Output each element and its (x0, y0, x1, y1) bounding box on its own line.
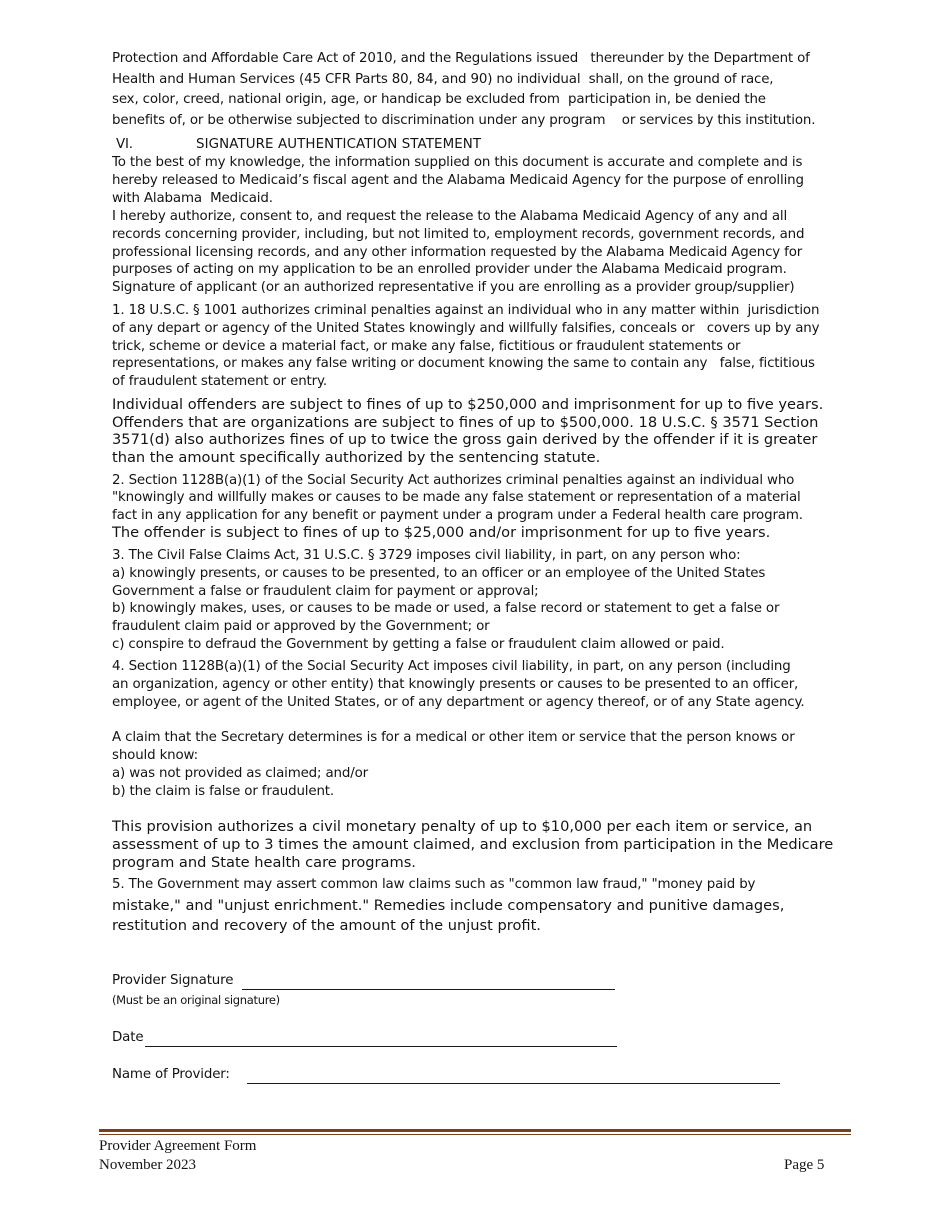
intro-line: Health and Human Services (45 CFR Parts 80, 84, and 90) no individual shall, on the ground of race, (112, 72, 774, 87)
provision-line: program and State health care programs. (112, 854, 416, 871)
item-line: Government a false or fraudulent claim for payment or approval; (112, 584, 539, 599)
item-line: fact in any application for any benefit or payment under a program under a Federal health care program. (112, 508, 803, 523)
fines-line: Individual offenders are subject to fines of up to $250,000 and imprisonment for up to five years. (112, 396, 824, 413)
provider-signature-label: Provider Signature (112, 973, 234, 988)
paragraph-line: professional licensing records, and any other information requested by the Alabama Medicaid Agency for (112, 245, 803, 260)
item-line: b) knowingly makes, uses, or causes to be made or used, a false record or statement to get a false or (112, 601, 780, 616)
item-line: a) knowingly presents, or causes to be presented, to an officer or an employee of the United States (112, 566, 766, 581)
item-line: 1. 18 U.S.C. § 1001 authorizes criminal penalties against an individual who in any matter within jurisdiction (112, 303, 820, 318)
item-line: fraudulent claim paid or approved by the Government; or (112, 619, 490, 634)
intro-line: benefits of, or be otherwise subjected to discrimination under any program or services by this institution. (112, 113, 816, 128)
item-line: an organization, agency or other entity) that knowingly presents or causes to be presented to an officer, (112, 677, 799, 692)
claim-line: a) was not provided as claimed; and/or (112, 766, 369, 781)
claim-line: should know: (112, 748, 198, 763)
paragraph-line: records concerning provider, including, but not limited to, employment records, government records, and (112, 227, 805, 242)
fines-line: than the amount specifically authorized by the sentencing statute. (112, 449, 601, 466)
footer-rule-thin (99, 1134, 851, 1135)
provider-signature-field[interactable] (242, 989, 615, 990)
provider-name-field[interactable] (247, 1083, 780, 1084)
signature-note: (Must be an original signature) (112, 993, 280, 1007)
footer-date: November 2023 (99, 1157, 197, 1173)
item-line: representations, or makes any false writing or document knowing the same to contain any false, fictitious (112, 356, 815, 371)
item-line: c) conspire to defraud the Government by getting a false or fraudulent claim allowed or paid. (112, 637, 725, 652)
intro-line: Protection and Affordable Care Act of 2010, and the Regulations issued thereunder by the Department of (112, 51, 810, 66)
footer-form-name: Provider Agreement Form (99, 1138, 257, 1154)
section-title: SIGNATURE AUTHENTICATION STATEMENT (196, 137, 482, 152)
item-line: employee, or agent of the United States, or of any department or agency thereof, or of any State agency. (112, 695, 805, 710)
item-line: "knowingly and willfully makes or causes to be made any false statement or representation of a material (112, 490, 801, 505)
paragraph-line: To the best of my knowledge, the information supplied on this document is accurate and complete and is (112, 155, 803, 170)
provision-line: This provision authorizes a civil monetary penalty of up to $10,000 per each item or service, an (112, 818, 813, 835)
item-line: of any depart or agency of the United States knowingly and willfully falsifies, conceals or covers up by any (112, 321, 820, 336)
paragraph-line: I hereby authorize, consent to, and request the release to the Alabama Medicaid Agency of any and all (112, 209, 788, 224)
item-line: 3. The Civil False Claims Act, 31 U.S.C. § 3729 imposes civil liability, in part, on any person who: (112, 548, 741, 563)
section-number: VI. (116, 137, 133, 152)
paragraph-line: Signature of applicant (or an authorized representative if you are enrolling as a provider group/supplier) (112, 280, 795, 295)
claim-line: A claim that the Secretary determines is for a medical or other item or service that the person knows or (112, 730, 795, 745)
provision-line: assessment of up to 3 times the amount claimed, and exclusion from participation in the Medicare (112, 836, 834, 853)
item-2-fine: The offender is subject to fines of up to $25,000 and/or imprisonment for up to five years. (112, 524, 771, 541)
provider-name-label: Name of Provider: (112, 1067, 230, 1082)
fines-line: Offenders that are organizations are subject to fines of up to $500,000. 18 U.S.C. § 3571 Section (112, 414, 819, 431)
paragraph-line: hereby released to Medicaid’s fiscal agent and the Alabama Medicaid Agency for the purpose of enrolling (112, 173, 804, 188)
date-label: Date (112, 1030, 144, 1045)
item-line: mistake," and "unjust enrichment." Remedies include compensatory and punitive damages, (112, 897, 785, 914)
footer-rule (99, 1129, 851, 1132)
item-line: restitution and recovery of the amount of the unjust profit. (112, 917, 541, 934)
intro-line: sex, color, creed, national origin, age, or handicap be excluded from participation in, be denied the (112, 92, 766, 107)
claim-line: b) the claim is false or fraudulent. (112, 784, 334, 799)
page-number: Page 5 (784, 1157, 825, 1173)
item-line: 4. Section 1128B(a)(1) of the Social Security Act imposes civil liability, in part, on any person (including (112, 659, 791, 674)
paragraph-line: with Alabama Medicaid. (112, 191, 273, 206)
item-line: of fraudulent statement or entry. (112, 374, 327, 389)
date-field[interactable] (145, 1046, 617, 1047)
item-line: trick, scheme or device a material fact, or make any false, fictitious or fraudulent statements or (112, 339, 741, 354)
paragraph-line: purposes of acting on my application to be an enrolled provider under the Alabama Medicaid program. (112, 262, 787, 277)
item-line: 5. The Government may assert common law claims such as "common law fraud," "money paid by (112, 877, 756, 892)
fines-line: 3571(d) also authorizes fines of up to twice the gross gain derived by the offender if it is greater (112, 431, 818, 448)
item-line: 2. Section 1128B(a)(1) of the Social Security Act authorizes criminal penalties against an individual who (112, 473, 795, 488)
